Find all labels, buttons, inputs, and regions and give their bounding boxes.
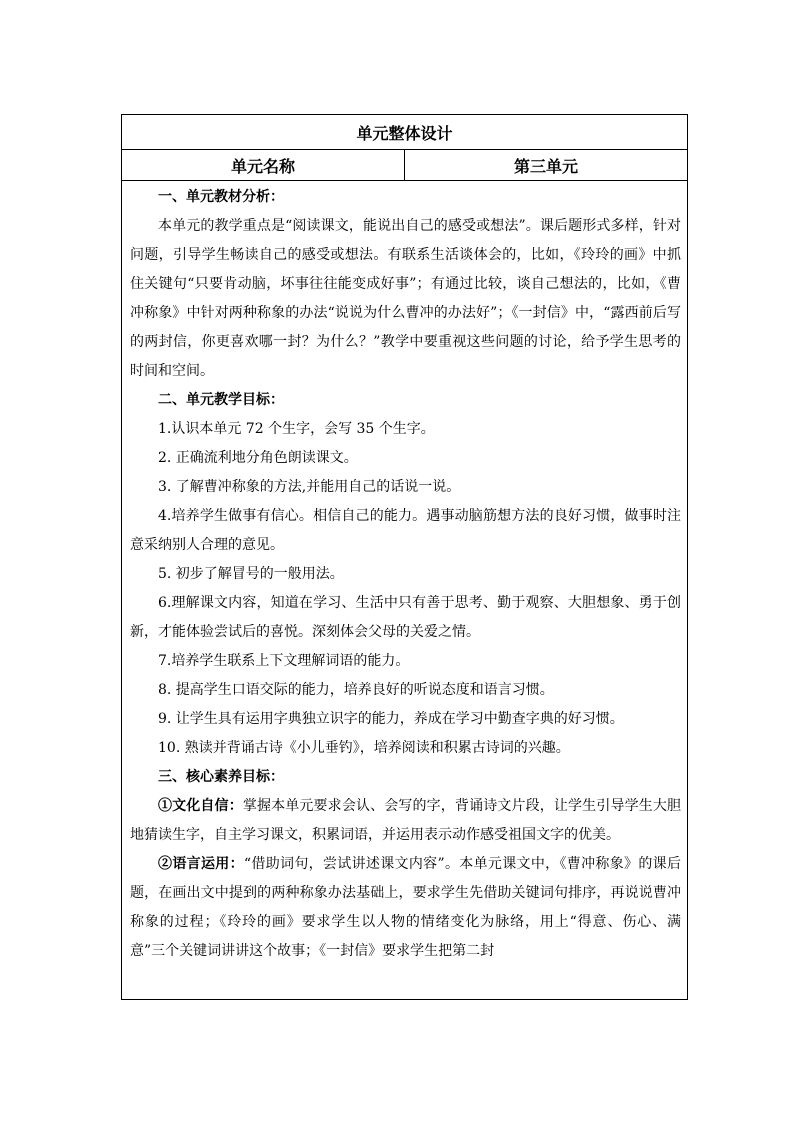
section-1-heading: 一、单元教材分析： xyxy=(158,189,284,205)
section-1-body: 本单元的教学重点是“阅读课文，能说出自己的感受或想法”。课后题形式多样，针对问题，引导学生畅读自己的感受或想法。有联系生活谈体会的，比如，《玲玲的画》中抓住关键句“只要肯动脑，坏事往往能变成好事”；有通过比较，谈自己想法的，比如，《曹冲称象》中针对两种称象的办法“说说为什么曹冲的办法好”；《一封信》中，“露西前后写的两封信，你更喜欢哪一封？为什么？”教学中要重视这些问题的讨论，给予学生思考的时间和空间。 xyxy=(130,218,681,379)
objective-item: 8. 提高学生口语交际的能力，培养良好的听说态度和语言习惯。 xyxy=(158,682,554,698)
competency-item-2-body: “借助词句，尝试讲述课文内容”。本单元课文中，《曹冲称象》的课后题，在画出文中提到的两种称象办法基础上，要求学生先借助关键词句排序，再说说曹冲称象的过程；《玲玲的画》要求学生以人物的情绪变化为脉络，用上“得意、伤心、满意”三个关键词讲讲这个故事；《一封信》要求学生把第二封 xyxy=(130,856,681,959)
unit-name-value: 第三单元 xyxy=(405,150,688,181)
objective-item: 2. 正确流利地分角色朗读课文。 xyxy=(158,450,358,466)
objective-item: 7.培养学生联系上下文理解词语的能力。 xyxy=(158,653,410,669)
objective-item: 9. 让学生具有运用字典独立识字的能力，养成在学习中勤查字典的好习惯。 xyxy=(158,711,624,727)
table-title: 单元整体设计 xyxy=(122,115,688,150)
objective-item: 1.认识本单元 72 个生字，会写 35 个生字。 xyxy=(158,421,435,437)
section-3-heading: 三、核心素养目标： xyxy=(158,769,284,785)
objective-item: 5. 初步了解冒号的一般用法。 xyxy=(158,566,344,582)
unit-name-row xyxy=(122,150,688,181)
competency-item-1-body: 掌握本单元要求会认、会写的字，背诵诗文片段，让学生引导学生大胆地猜读生字，自主学习课文，积累词语，并运用表示动作感受祖国文字的优美。 xyxy=(130,798,682,843)
section-2-heading: 二、单元教学目标： xyxy=(158,392,284,408)
content-cell xyxy=(122,181,688,1000)
unit-name-label: 单元名称 xyxy=(122,150,405,181)
objective-item: 3. 了解曹冲称象的方法,并能用自己的话说一说。 xyxy=(158,479,461,495)
title-row xyxy=(122,115,688,150)
competency-item-2-label: ②语言运用： xyxy=(158,856,244,872)
competency-item-1-label: ①文化自信： xyxy=(158,798,243,814)
objective-item: 6.理解课文内容，知道在学习、生活中只有善于思考、勤于观察、大胆想象、勇于创新，才能体验尝试后的喜悦。深刻体会父母的关爱之情。 xyxy=(130,595,681,640)
competency-item-2 xyxy=(130,850,681,966)
objective-item: 4.培养学生做事有信心。相信自己的能力。遇事动脑筋想方法的良好习惯，做事时注意采纳别人合理的意见。 xyxy=(130,508,681,553)
objective-item: 10. 熟读并背诵古诗《小儿垂钓》，培养阅读和积累古诗词的兴趣。 xyxy=(158,740,570,756)
content-row xyxy=(122,181,688,1000)
competency-item-1 xyxy=(130,792,681,850)
unit-design-table xyxy=(121,114,688,1000)
